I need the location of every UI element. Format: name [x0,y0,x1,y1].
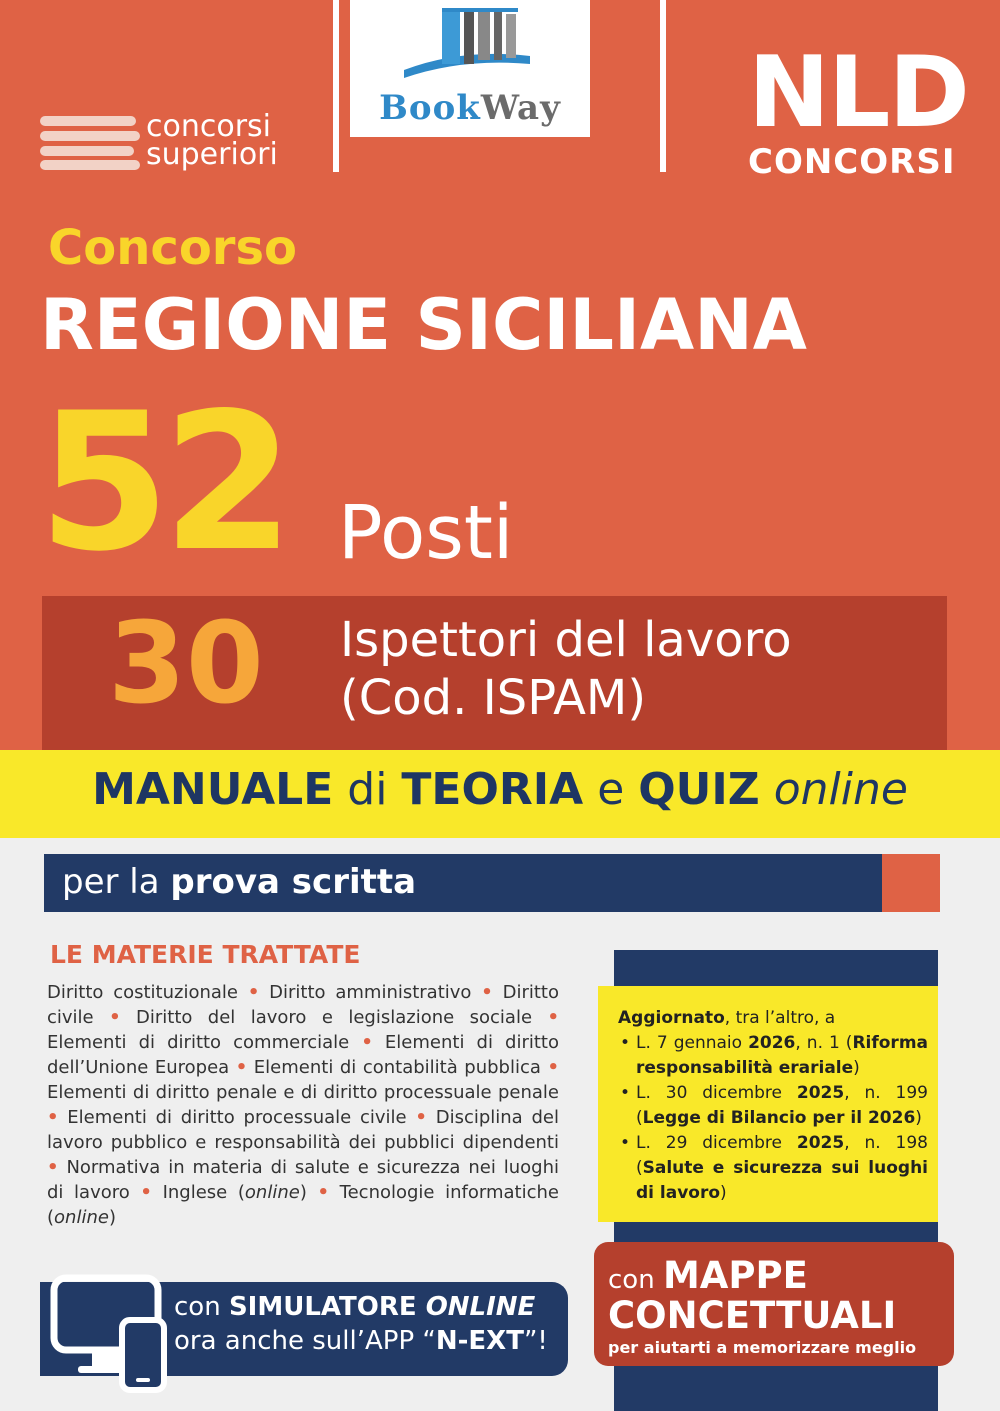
nld-logo-text: NLD [748,36,968,150]
logo-text-concorsi: concorsi [146,109,272,144]
logo-text-superiori: superiori [146,137,278,172]
update-item: • L. 29 dicembre 2025, n. 198 (Salute e sicurezza sui luoghi di lavoro) [618,1131,928,1206]
nld-concorsi-logo [748,36,968,182]
exam-type: per la prova scritta [62,862,417,902]
subjects-title: LE MATERIE TRATTATE [50,940,361,969]
update-item: • L. 30 dicembre 2025, n. 199 (Legge di Bilancio per il 2026) [618,1081,928,1131]
cover-kicker: Concorso [48,220,298,276]
concept-maps-badge: con MAPPE CONCETTUALI per aiutarti a memorizzare meglio [594,1242,954,1366]
book-stack-icon [40,114,140,170]
divider-line [333,0,339,172]
concorsi-superiori-logo [40,109,330,172]
role-title: Ispettori del lavoro [340,612,792,668]
simulator-line-1: con SIMULATORE ONLINE [174,1292,536,1322]
bookway-name: BookWay [379,88,561,128]
building-bars-icon [402,8,532,78]
update-item: • L. 7 gennaio 2026, n. 1 (Riforma responsabilità erariale) [618,1031,928,1081]
nld-logo-subtext: CONCORSI [748,142,956,182]
devices-icon [50,1268,176,1394]
simulator-banner [40,1282,568,1376]
subjects-list: Diritto costituzionale • Diritto amministrativo • Diritto civile • Diritto del lavoro e legislazione sociale • Elementi di diritto commerciale • Elementi di diritto dell’Unione Europea • Elementi di contabilità pubblica • Elementi di diritto penale e di diritto processuale penale • Elementi di diritto processuale civile • Disciplina del lavoro pubblico e responsabilità dei pubblici dipendenti • Normativa in materia di salute e sicurezza nei luoghi di lavoro • Inglese (online) • Tecnologie informatiche (online) [47,982,559,1228]
divider-line [660,0,666,172]
total-posts-number: 52 [38,372,287,593]
role-code: (Cod. ISPAM) [340,670,647,726]
update-box [598,986,938,1222]
posts-label: Posti [338,490,514,576]
update-intro: Aggiornato, tra l’altro, a [618,1008,836,1028]
cover-title: REGIONE SICILIANA [40,284,807,366]
manual-title: MANUALE di TEORIA e QUIZ online [92,764,908,815]
exam-band-accent [882,854,940,912]
simulator-line-2: ora anche sull’APP “N-EXT”! [174,1326,548,1356]
bookway-logo [350,0,590,137]
role-posts-number: 30 [108,599,264,729]
